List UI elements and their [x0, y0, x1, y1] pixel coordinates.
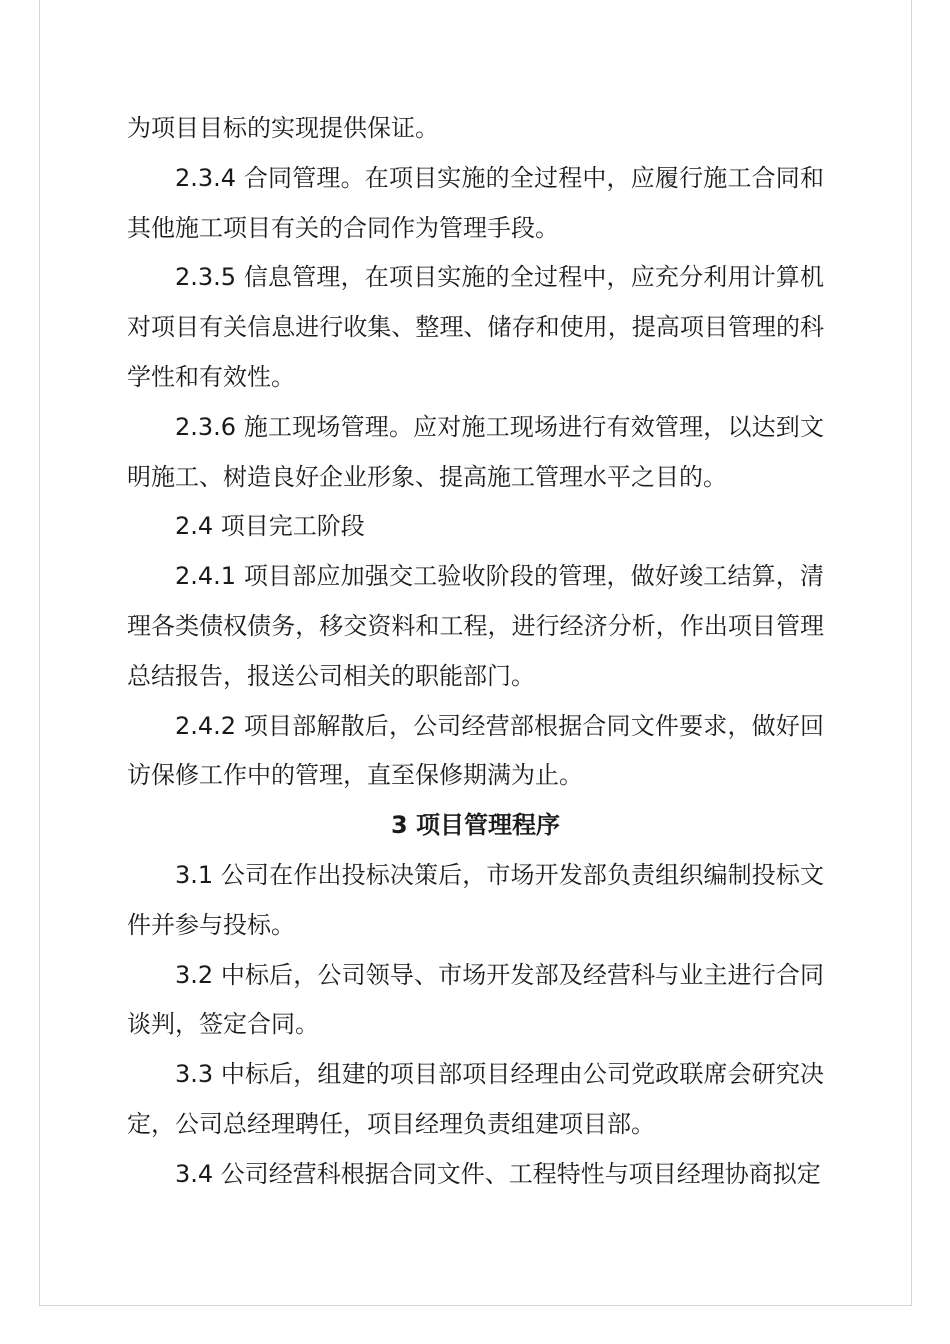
document-body — [127, 104, 824, 1200]
paragraph: 为项目目标的实现提供保证。 — [127, 114, 439, 142]
paragraph: 3.2 中标后，公司领导、市场开发部及经营科与业主进行合同谈判，签定合同。 — [127, 960, 824, 1039]
paragraph: 2.3.5 信息管理，在项目实施的全过程中，应充分利用计算机对项目有关信息进行收集、整理、储存和使用，提高项目管理的科学性和有效性。 — [127, 263, 824, 391]
paragraph: 3.3 中标后，组建的项目部项目经理由公司党政联席会研究决定，公司总经理聘任，项目经理负责组建项目部。 — [127, 1060, 824, 1138]
paragraph: 2.4.2 项目部解散后，公司经营部根据合同文件要求，做好回访保修工作中的管理，直至保修期满为止。 — [127, 711, 824, 790]
paragraph: 2.3.4 合同管理。在项目实施的全过程中，应履行施工合同和其他施工项目有关的合同作为管理手段。 — [127, 163, 824, 242]
paragraph: 2.4.1 项目部应加强交工验收阶段的管理，做好竣工结算，清理各类债权债务，移交资料和工程，进行经济分析，作出项目管理总结报告，报送公司相关的职能部门。 — [127, 562, 824, 690]
paragraph: 2.3.6 施工现场管理。应对施工现场进行有效管理，以达到文明施工、树造良好企业形象、提高施工管理水平之目的。 — [127, 412, 824, 491]
paragraph: 3.1 公司在作出投标决策后，市场开发部负责组织编制投标文件并参与投标。 — [127, 860, 824, 939]
subsection-title: 2.4 项目完工阶段 — [175, 512, 365, 541]
paragraph: 3.4 公司经营科根据合同文件、工程特性与项目经理协商拟定 — [175, 1159, 821, 1188]
section-heading: 3 项目管理程序 — [390, 811, 561, 840]
